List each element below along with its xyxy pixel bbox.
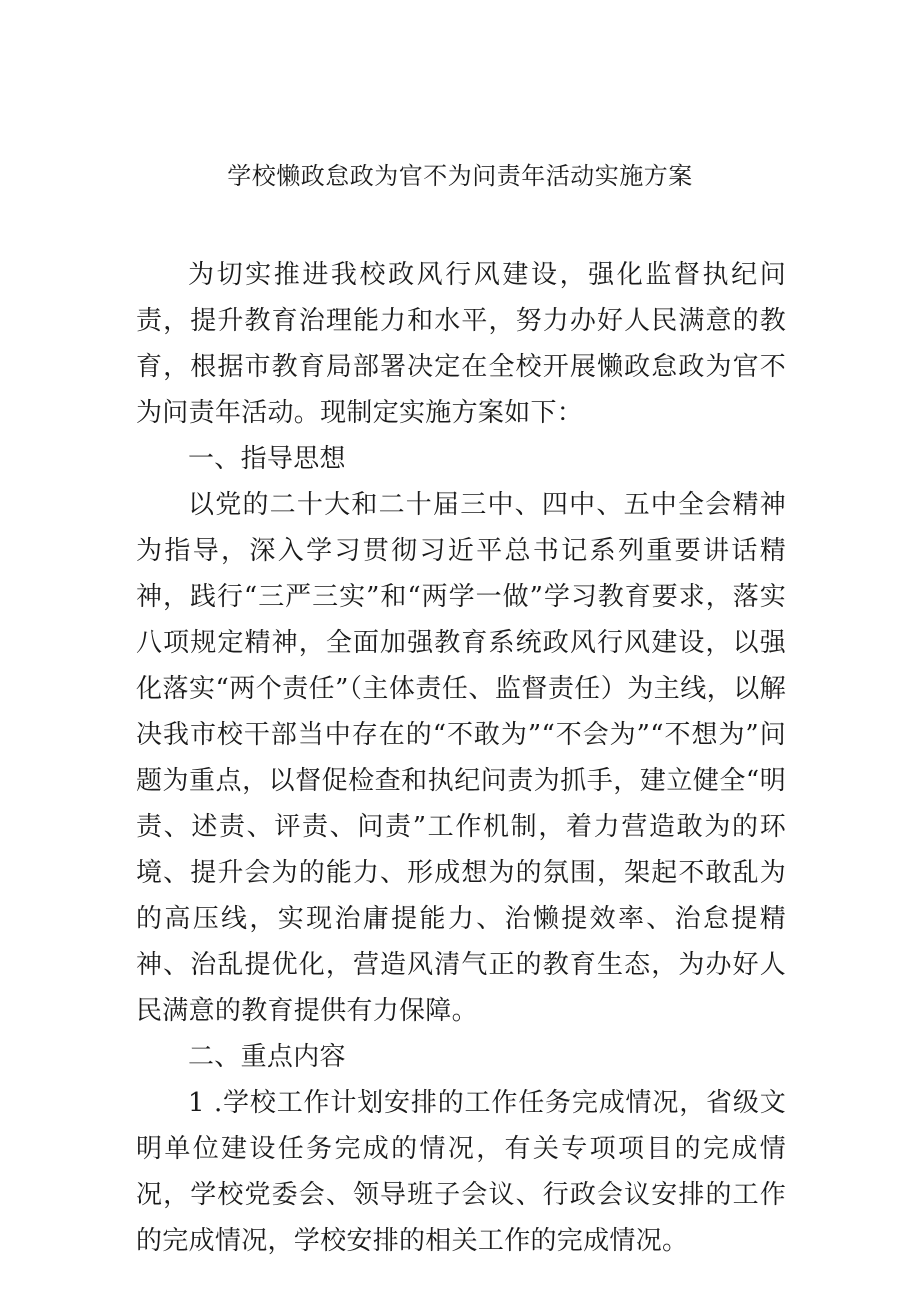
document-title: 学校懒政怠政为官不为问责年活动实施方案	[227, 162, 693, 190]
document-body	[136, 252, 786, 1264]
section-heading-guiding-thought: 一、指导思想	[188, 444, 346, 474]
key-content-item-1: 1 .学校工作计划安排的工作任务完成情况，省级文明单位建设任务完成的情况，有关专项项目的完成情况，学校党委会、领导班子会议、行政会议安排的工作的完成情况，学校安排的相关工作的完成情况。	[136, 1088, 786, 1256]
intro-paragraph: 为切实推进我校政风行风建设，强化监督执纪问责，提升教育治理能力和水平，努力办好人民满意的教育，根据市教育局部署决定在全校开展懒政怠政为官不为问责年活动。现制定实施方案如下：	[136, 260, 786, 428]
section-heading-key-content: 二、重点内容	[188, 1042, 346, 1072]
guiding-thought-paragraph: 以党的二十大和二十届三中、四中、五中全会精神为指导，深入学习贯彻习近平总书记系列重要讲话精神，践行“三严三实”和“两学一做”学习教育要求，落实八项规定精神，全面加强教育系统政风行风建设，以强化落实“两个责任”（主体责任、监督责任）为主线，以解决我市校干部当中存在的“不敢为”“不会为”“不想为”问题为重点，以督促检查和执纪问责为抓手，建立健全“明责、述责、评责、问责”工作机制，着力营造敢为的环境、提升会为的能力、形成想为的氛围，架起不敢乱为的高压线，实现治庸提能力、治懒提效率、治怠提精神、治乱提优化，营造风清气正的教育生态，为办好人民满意的教育提供有力保障。	[136, 490, 786, 1026]
